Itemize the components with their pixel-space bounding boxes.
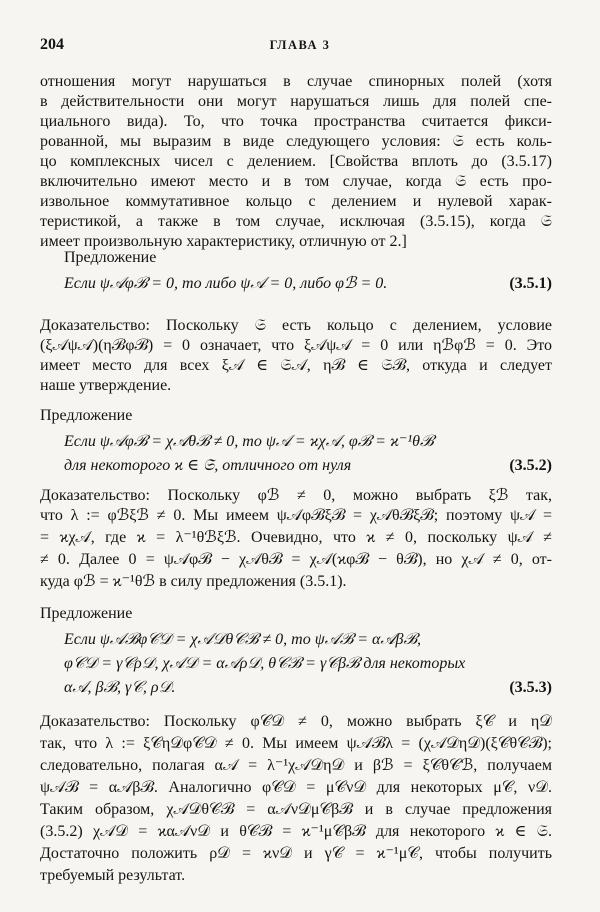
proof-line: так, что λ := ξ𝒞η𝒟φ𝒞𝒟 ≠ 0. Мы имеем ψ𝒜ℬλ = (χ𝒜𝒟η𝒟)(ξ𝒞θ𝒞ℬ); bbox=[40, 735, 552, 752]
proof-line: ψ𝒜ℬ = α𝒜βℬ. Аналогично φ𝒞𝒟 = μ𝒞ν𝒟 для некоторых μ𝒞, ν𝒟. bbox=[40, 779, 552, 796]
text-line: цо комплексных чисел с делением. [Свойства вплоть до (3.5.17) bbox=[40, 153, 552, 170]
proof-line: что λ := φℬξℬ ≠ 0. Мы имеем ψ𝒜φℬξℬ = χ𝒜θℬξℬ; поэтому ψ𝒜 = bbox=[40, 507, 552, 524]
text-line: извольное коммутативное кольцо с делением и нулевой харак- bbox=[40, 193, 552, 210]
proof-line: Доказательство: Поскольку 𝔖 есть кольцо с делением, условие bbox=[40, 317, 552, 334]
proof-line: Достаточно положить ρ𝒟 = ϰν𝒟 и γ𝒞 = ϰ⁻¹μ𝒞, чтобы получить bbox=[40, 845, 552, 862]
text-line: теристикой, а также в том случае, исключая (3.5.15), когда 𝔖 bbox=[40, 213, 552, 230]
equation-text: Если ψ𝒜φℬ = 0, то либо ψ𝒜 = 0, либо φℬ = 0. bbox=[64, 275, 388, 292]
equation-3-5-3 bbox=[64, 678, 552, 698]
chapter-title: ГЛАВА 3 bbox=[269, 38, 331, 52]
text-line: включительно имеют место и в том случае, когда 𝔖 есть про- bbox=[40, 173, 552, 190]
equation-text: α𝒜, βℬ, γ𝒞, ρ𝒟. bbox=[64, 679, 176, 696]
equation-3-5-2 bbox=[64, 456, 552, 476]
equation-number: (3.5.2) bbox=[509, 457, 552, 474]
proof-line: (ξ𝒜ψ𝒜)(ηℬφℬ) = 0 означает, что ξ𝒜ψ𝒜 = 0 или ηℬφℬ = 0. Это bbox=[40, 337, 552, 354]
proposition-heading: Предложение bbox=[64, 249, 157, 266]
proof-line: наше утверждение. bbox=[40, 377, 172, 394]
equation-text: для некоторого ϰ ∈ 𝔖, отличного от нуля bbox=[64, 457, 352, 474]
proof-line: Доказательство: Поскольку φℬ ≠ 0, можно выбрать ξℬ так, bbox=[40, 487, 552, 504]
proof-line: Таким образом, χ𝒜𝒟θ𝒞ℬ = α𝒜ν𝒟μ𝒞βℬ и в случае предложения bbox=[40, 801, 552, 818]
running-header bbox=[40, 36, 560, 56]
proof-line: следовательно, полагая α𝒜 = λ⁻¹χ𝒜𝒟η𝒟 и βℬ = ξ𝒞θ𝒞ℬ, получаем bbox=[40, 757, 552, 774]
proof-line: куда φℬ = ϰ⁻¹θℬ в силу предложения (3.5.1). bbox=[40, 573, 347, 590]
text-line: имеет произвольную характеристику, отличную от 2.] bbox=[40, 233, 407, 250]
proof-line: = ϰχ𝒜, где ϰ = λ⁻¹θℬξℬ. Очевидно, что ϰ ≠ 0, поскольку ψ𝒜 ≠ bbox=[40, 529, 552, 546]
text-line: в действительности они могут нарушаться лишь для полей спе- bbox=[40, 93, 552, 110]
equation-number: (3.5.1) bbox=[509, 275, 552, 292]
proof-line: имеет место для всех ξ𝒜 ∈ 𝔖𝒜, ηℬ ∈ 𝔖ℬ, откуда и следует bbox=[40, 357, 552, 374]
equation-3-5-3-line: Если ψ𝒜ℬφ𝒞𝒟 = χ𝒜𝒟θ𝒞ℬ ≠ 0, то ψ𝒜ℬ = α𝒜βℬ, bbox=[64, 631, 421, 648]
proposition-heading: Предложение bbox=[40, 605, 133, 622]
equation-3-5-1 bbox=[64, 274, 552, 294]
proof-line: ≠ 0. Далее 0 = ψ𝒜φℬ − χ𝒜θℬ = χ𝒜(ϰφℬ − θℬ), но χ𝒜 ≠ 0, от- bbox=[40, 551, 552, 568]
proof-line: Доказательство: Поскольку φ𝒞𝒟 ≠ 0, можно выбрать ξ𝒞 и η𝒟 bbox=[40, 713, 552, 730]
equation-3-5-3-line: φ𝒞𝒟 = γ𝒞ρ𝒟, χ𝒜𝒟 = α𝒜ρ𝒟, θ𝒞ℬ = γ𝒞βℬ для некоторых bbox=[64, 655, 466, 672]
text-line: циального вида). То, что точка пространства считается фикси- bbox=[40, 113, 552, 130]
proof-line: (3.5.2) χ𝒜𝒟 = ϰα𝒜ν𝒟 и θ𝒞ℬ = ϰ⁻¹μ𝒞βℬ для некоторого ϰ ∈ 𝔖. bbox=[40, 823, 552, 840]
equation-3-5-2-line: Если ψ𝒜φℬ = χ𝒜θℬ ≠ 0, то ψ𝒜 = ϰχ𝒜, φℬ = ϰ⁻¹θℬ bbox=[64, 433, 434, 450]
equation-number: (3.5.3) bbox=[509, 679, 552, 696]
text-line: рованной, мы выразим в виде следующего условия: 𝔖 есть коль- bbox=[40, 133, 552, 150]
page-number: 204 bbox=[40, 36, 64, 53]
text-line: отношения могут нарушаться в случае спинорных полей (хотя bbox=[40, 73, 552, 90]
proposition-heading: Предложение bbox=[40, 407, 133, 424]
proof-line: требуемый результат. bbox=[40, 867, 186, 884]
